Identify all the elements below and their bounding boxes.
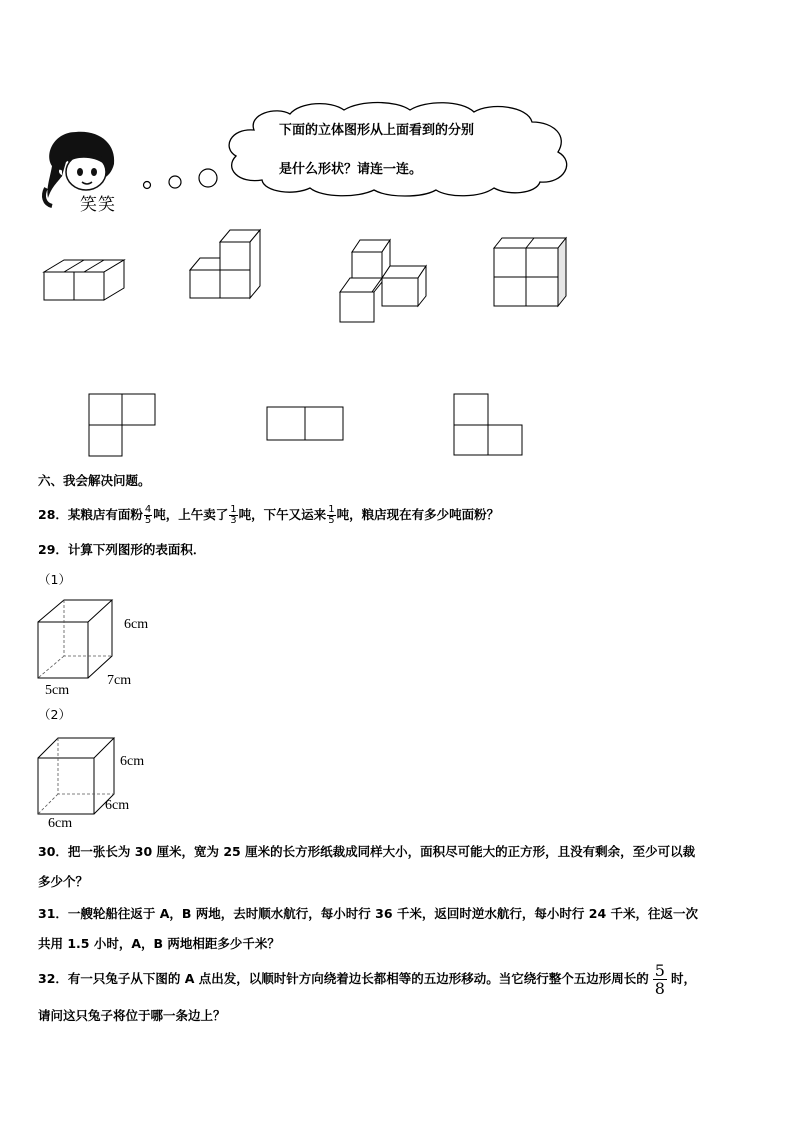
question-32-line-2: 请问这只兔子将位于哪一条边上？ — [38, 1008, 226, 1023]
fig1-height-label: 6cm — [124, 617, 149, 632]
fraction-1-3: $\frac{1}{3}$ — [230, 504, 237, 526]
thought-bubble-dots — [138, 162, 228, 192]
fraction-5-8: $\frac{5}{8}$ — [654, 961, 665, 998]
fig1-width-label: 5cm — [45, 683, 70, 698]
fig2-height-label: 6cm — [120, 754, 145, 769]
top-view-two-squares — [266, 406, 346, 446]
fig1-length-label: 7cm — [107, 673, 132, 688]
question-30-line-1: 30．把一张长为 30 厘米，宽为 25 厘米的长方形纸裁成同样大小，面积尽可能大的正方形，且没有剩余，至少可以裁 — [38, 844, 696, 859]
part-1-label: （1） — [38, 572, 71, 587]
top-view-corner-shape — [453, 393, 525, 461]
solid-figure-a — [42, 244, 122, 306]
solid-figure-d — [492, 236, 572, 312]
solid-figure-b — [188, 226, 268, 306]
fraction-1-5: $\frac{1}{5}$ — [328, 504, 335, 526]
part-2-label: （2） — [38, 707, 71, 722]
question-31-line-1: 31．一艘轮船往返于 A，B 两地，去时顺水航行，每小时行 36 千米，返回时逆水航行，每小时行 24 千米，往返一次 — [38, 906, 698, 921]
question-30-line-2: 多少个？ — [38, 874, 89, 889]
question-28: 28．某粮店有面粉 $\frac{4}{5}$ 吨，上午卖了 $\frac{1}{3}$ 吨，下午又运来 $\frac{1}{5}$ 吨，粮店现在有多少吨面粉？ — [38, 504, 500, 526]
question-32-line-1: 32．有一只兔子从下图的 A 点出发，以顺时针方向绕着边长都相等的五边形移动。当它绕行整个五边形周长的 $\frac{5}{8}$ 时， — [38, 961, 696, 998]
fig2-depth-label: 6cm — [105, 798, 130, 813]
solid-figure-c — [338, 236, 430, 330]
fig2-width-label: 6cm — [48, 816, 73, 831]
section-heading: 六、我会解决问题。 — [38, 473, 151, 488]
speech-cloud — [218, 100, 582, 198]
speech-line-2: 是什么形状？请连一连。 — [279, 162, 423, 177]
question-29: 29．计算下列图形的表面积． — [38, 542, 206, 557]
character-name: 笑笑 — [80, 195, 116, 215]
cuboid-figure-1 — [36, 598, 116, 684]
question-31-line-2: 共用 1.5 小时，A，B 两地相距多少千米？ — [38, 936, 280, 951]
top-view-l-shape — [88, 393, 158, 461]
fraction-4-5: $\frac{4}{5}$ — [144, 504, 152, 526]
speech-line-1: 下面的立体图形从上面看到的分别 — [279, 123, 475, 138]
